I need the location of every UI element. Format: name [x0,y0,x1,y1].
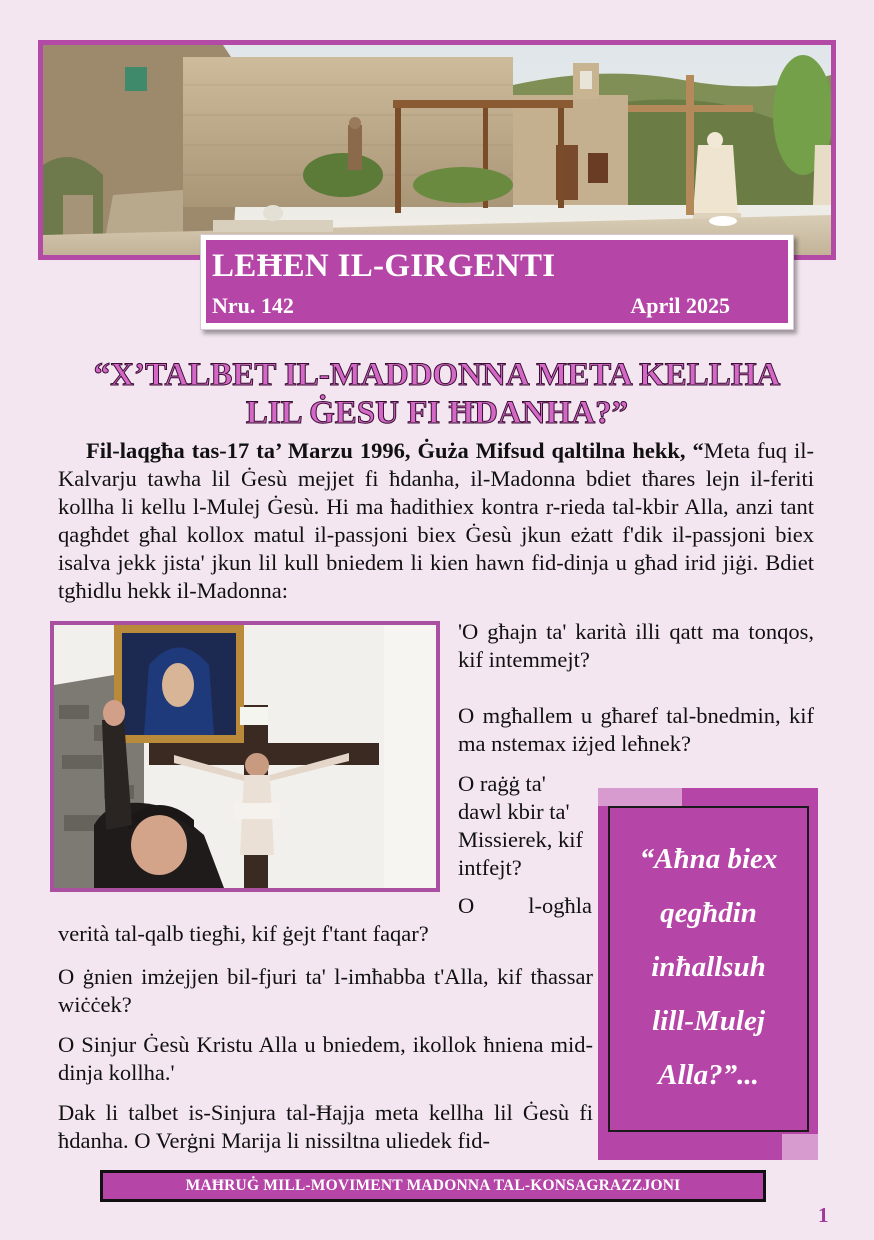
quote-line: inħallsuh [651,951,766,983]
pull-quote-box [598,788,818,1160]
quote-line: qegħdin [660,897,757,929]
issue-date: April 2025 [630,293,730,318]
quote-corner-accent [782,1134,818,1160]
prayer-line-4-end: verità tal-qalb tiegħi, kif ġejt f'tant faqar? [58,921,429,946]
crucifix-procession-image [54,625,436,888]
inset-photo [50,621,440,892]
newsletter-title: LEĦEN IL-GIRGENTI [212,248,556,284]
quote-line: Alla?”... [658,1059,759,1091]
intro-lead: Fil-laqgħa tas-17 ta’ Marzu 1996, Ġuża Mifsud qaltilna hekk, “ [86,438,704,463]
quote-line: “Aħna biex [639,843,778,875]
prayer-line-2: O mgħallem u għaref tal-bnedmin, kif ma nstemax iżjed leħnek? [458,703,814,756]
masthead [200,234,794,330]
headline-line-1: “X’TALBET IL-MADDONNA META KELLHA [93,357,781,393]
prayer-line-6: O Sinjur Ġesù Kristu Alla u bniedem, ikollok ħniena mid-dinja kollha.' [58,1032,593,1085]
intro-body: Meta fuq il-Kalvarju tawha lil Ġesù mejjet fi ħdanha, il-Madonna bdiet tħares lejn il-feriti kollha li kellu l-Mulej Ġesù. Hi ma ħadithiex kontra r-rieda tal-kbir Alla, anzi tant qagħdet għal kollox matul il-passjoni biex Ġesù jkun eżatt f'dik il-passjoni biex isalva jekk jista' jkun lil kull bniedem li kien hawn fid-dinja u għad irid jiġi. Bdiet tgħidlu hekk il-Madonna: [58,438,814,603]
pull-quote [608,806,809,1132]
prayer-word: O [458,893,475,918]
chapel-courtyard-image [43,45,831,255]
issue-number: Nru. 142 [212,293,294,318]
prayer-line-5: O ġnien imżejjen bil-fjuri ta' l-imħabba t'Alla, kif tħassar wiċċek? [58,964,593,1017]
masthead-panel [206,240,788,323]
prayer-line-4-start [458,892,592,920]
quote-corner-accent [598,788,682,806]
prayer-word: l-ogħla [528,893,592,918]
quote-line: lill-Mulej [652,1005,765,1037]
prayer-line-1: 'O għajn ta' karità illi qatt ma tonqos, kif intemmejt? [458,619,814,672]
page-number: 1 [818,1203,829,1227]
headline-line-2: LIL ĠESU FI ĦDANHA?” [245,395,629,431]
prayer-line-3: O raġġ ta' dawl kbir ta' Missierek, kif intfejt? [458,771,583,880]
publisher-footer: MAĦRUĠ MILL-MOVIMENT MADONNA TAL-KONSAGRAZZJONI [100,1170,766,1202]
article-headline [40,356,834,432]
closing-paragraph: Dak li talbet is-Sinjura tal-Ħajja meta kellha lil Ġesù fi ħdanha. O Verġni Marija li nissiltna uliedek fid- [58,1100,593,1153]
hero-photo [38,40,836,260]
intro-paragraph [58,437,814,605]
